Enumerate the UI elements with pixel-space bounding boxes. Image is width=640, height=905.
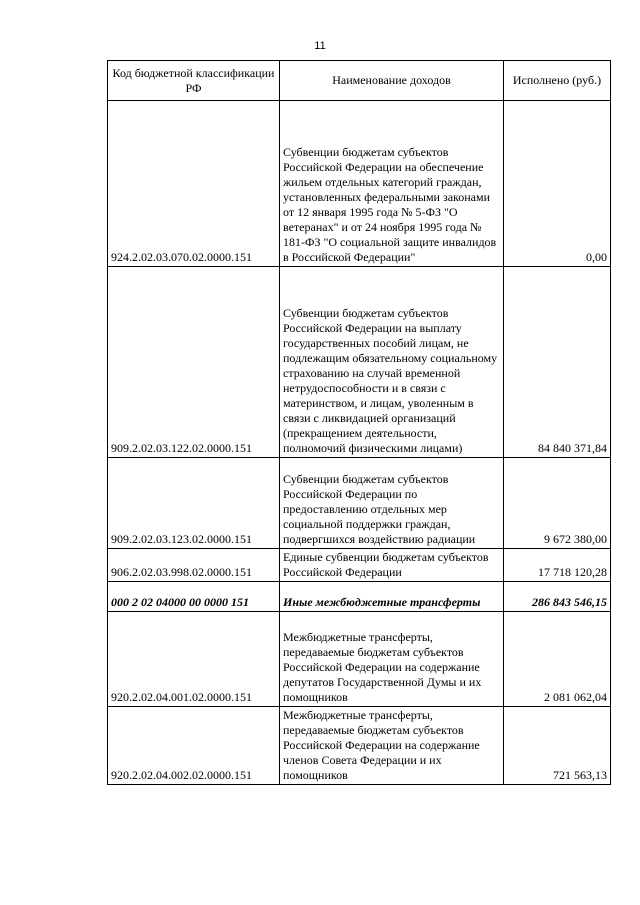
header-amount: Исполнено (руб.): [504, 61, 611, 101]
row-amount: 2 081 062,04: [504, 612, 611, 707]
row-amount: 9 672 380,00: [504, 458, 611, 549]
row-code: 920.2.02.04.001.02.0000.151: [108, 612, 280, 707]
revenue-table: [107, 60, 611, 785]
row-name: Единые субвенции бюджетам субъектов Российской Федерации: [280, 549, 504, 582]
row-name: Иные межбюджетные трансферты: [280, 582, 504, 612]
row-name: Субвенции бюджетам субъектов Российской Федерации на выплату государственных пособий лицам, не подлежащим обязательному социальному страхованию на случай временной нетрудоспособности и в связи с материнством, и лицам, уволенным в связи с ликвидацией организаций (прекращением деятельности, полномочий физическими лицами): [280, 267, 504, 458]
row-code: 909.2.02.03.123.02.0000.151: [108, 458, 280, 549]
row-name: Субвенции бюджетам субъектов Российской Федерации по предоставлению отдельных мер социальной поддержки граждан, подвергшихся воздействию радиации: [280, 458, 504, 549]
row-code: 924.2.02.03.070.02.0000.151: [108, 101, 280, 267]
table-row: [108, 707, 611, 785]
row-name: Межбюджетные трансферты, передаваемые бюджетам субъектов Российской Федерации на содержание депутатов Государственной Думы и их помощников: [280, 612, 504, 707]
row-amount: 17 718 120,28: [504, 549, 611, 582]
row-code: 909.2.02.03.122.02.0000.151: [108, 267, 280, 458]
row-code: 920.2.02.04.002.02.0000.151: [108, 707, 280, 785]
page-number: 11: [314, 40, 326, 52]
table-header-row: [108, 61, 611, 101]
header-name: Наименование доходов: [280, 61, 504, 101]
table-row: [108, 101, 611, 267]
row-amount: 84 840 371,84: [504, 267, 611, 458]
row-code: 906.2.02.03.998.02.0000.151: [108, 549, 280, 582]
row-amount: 286 843 546,15: [504, 582, 611, 612]
row-amount: 0,00: [504, 101, 611, 267]
row-name: Субвенции бюджетам субъектов Российской Федерации на обеспечение жильем отдельных категорий граждан, установленных федеральными законами от 12 января 1995 года № 5-ФЗ "О ветеранах" и от 24 ноября 1995 года № 181-ФЗ "О социальной защите инвалидов в Российской Федерации": [280, 101, 504, 267]
row-amount: 721 563,13: [504, 707, 611, 785]
table-row: [108, 549, 611, 582]
table-row: [108, 267, 611, 458]
header-code: Код бюджетной классификации РФ: [108, 61, 280, 101]
table-row: [108, 612, 611, 707]
table-row-subtotal: [108, 582, 611, 612]
table-row: [108, 458, 611, 549]
row-code: 000 2 02 04000 00 0000 151: [108, 582, 280, 612]
row-name: Межбюджетные трансферты, передаваемые бюджетам субъектов Российской Федерации на содержание членов Совета Федерации и их помощников: [280, 707, 504, 785]
